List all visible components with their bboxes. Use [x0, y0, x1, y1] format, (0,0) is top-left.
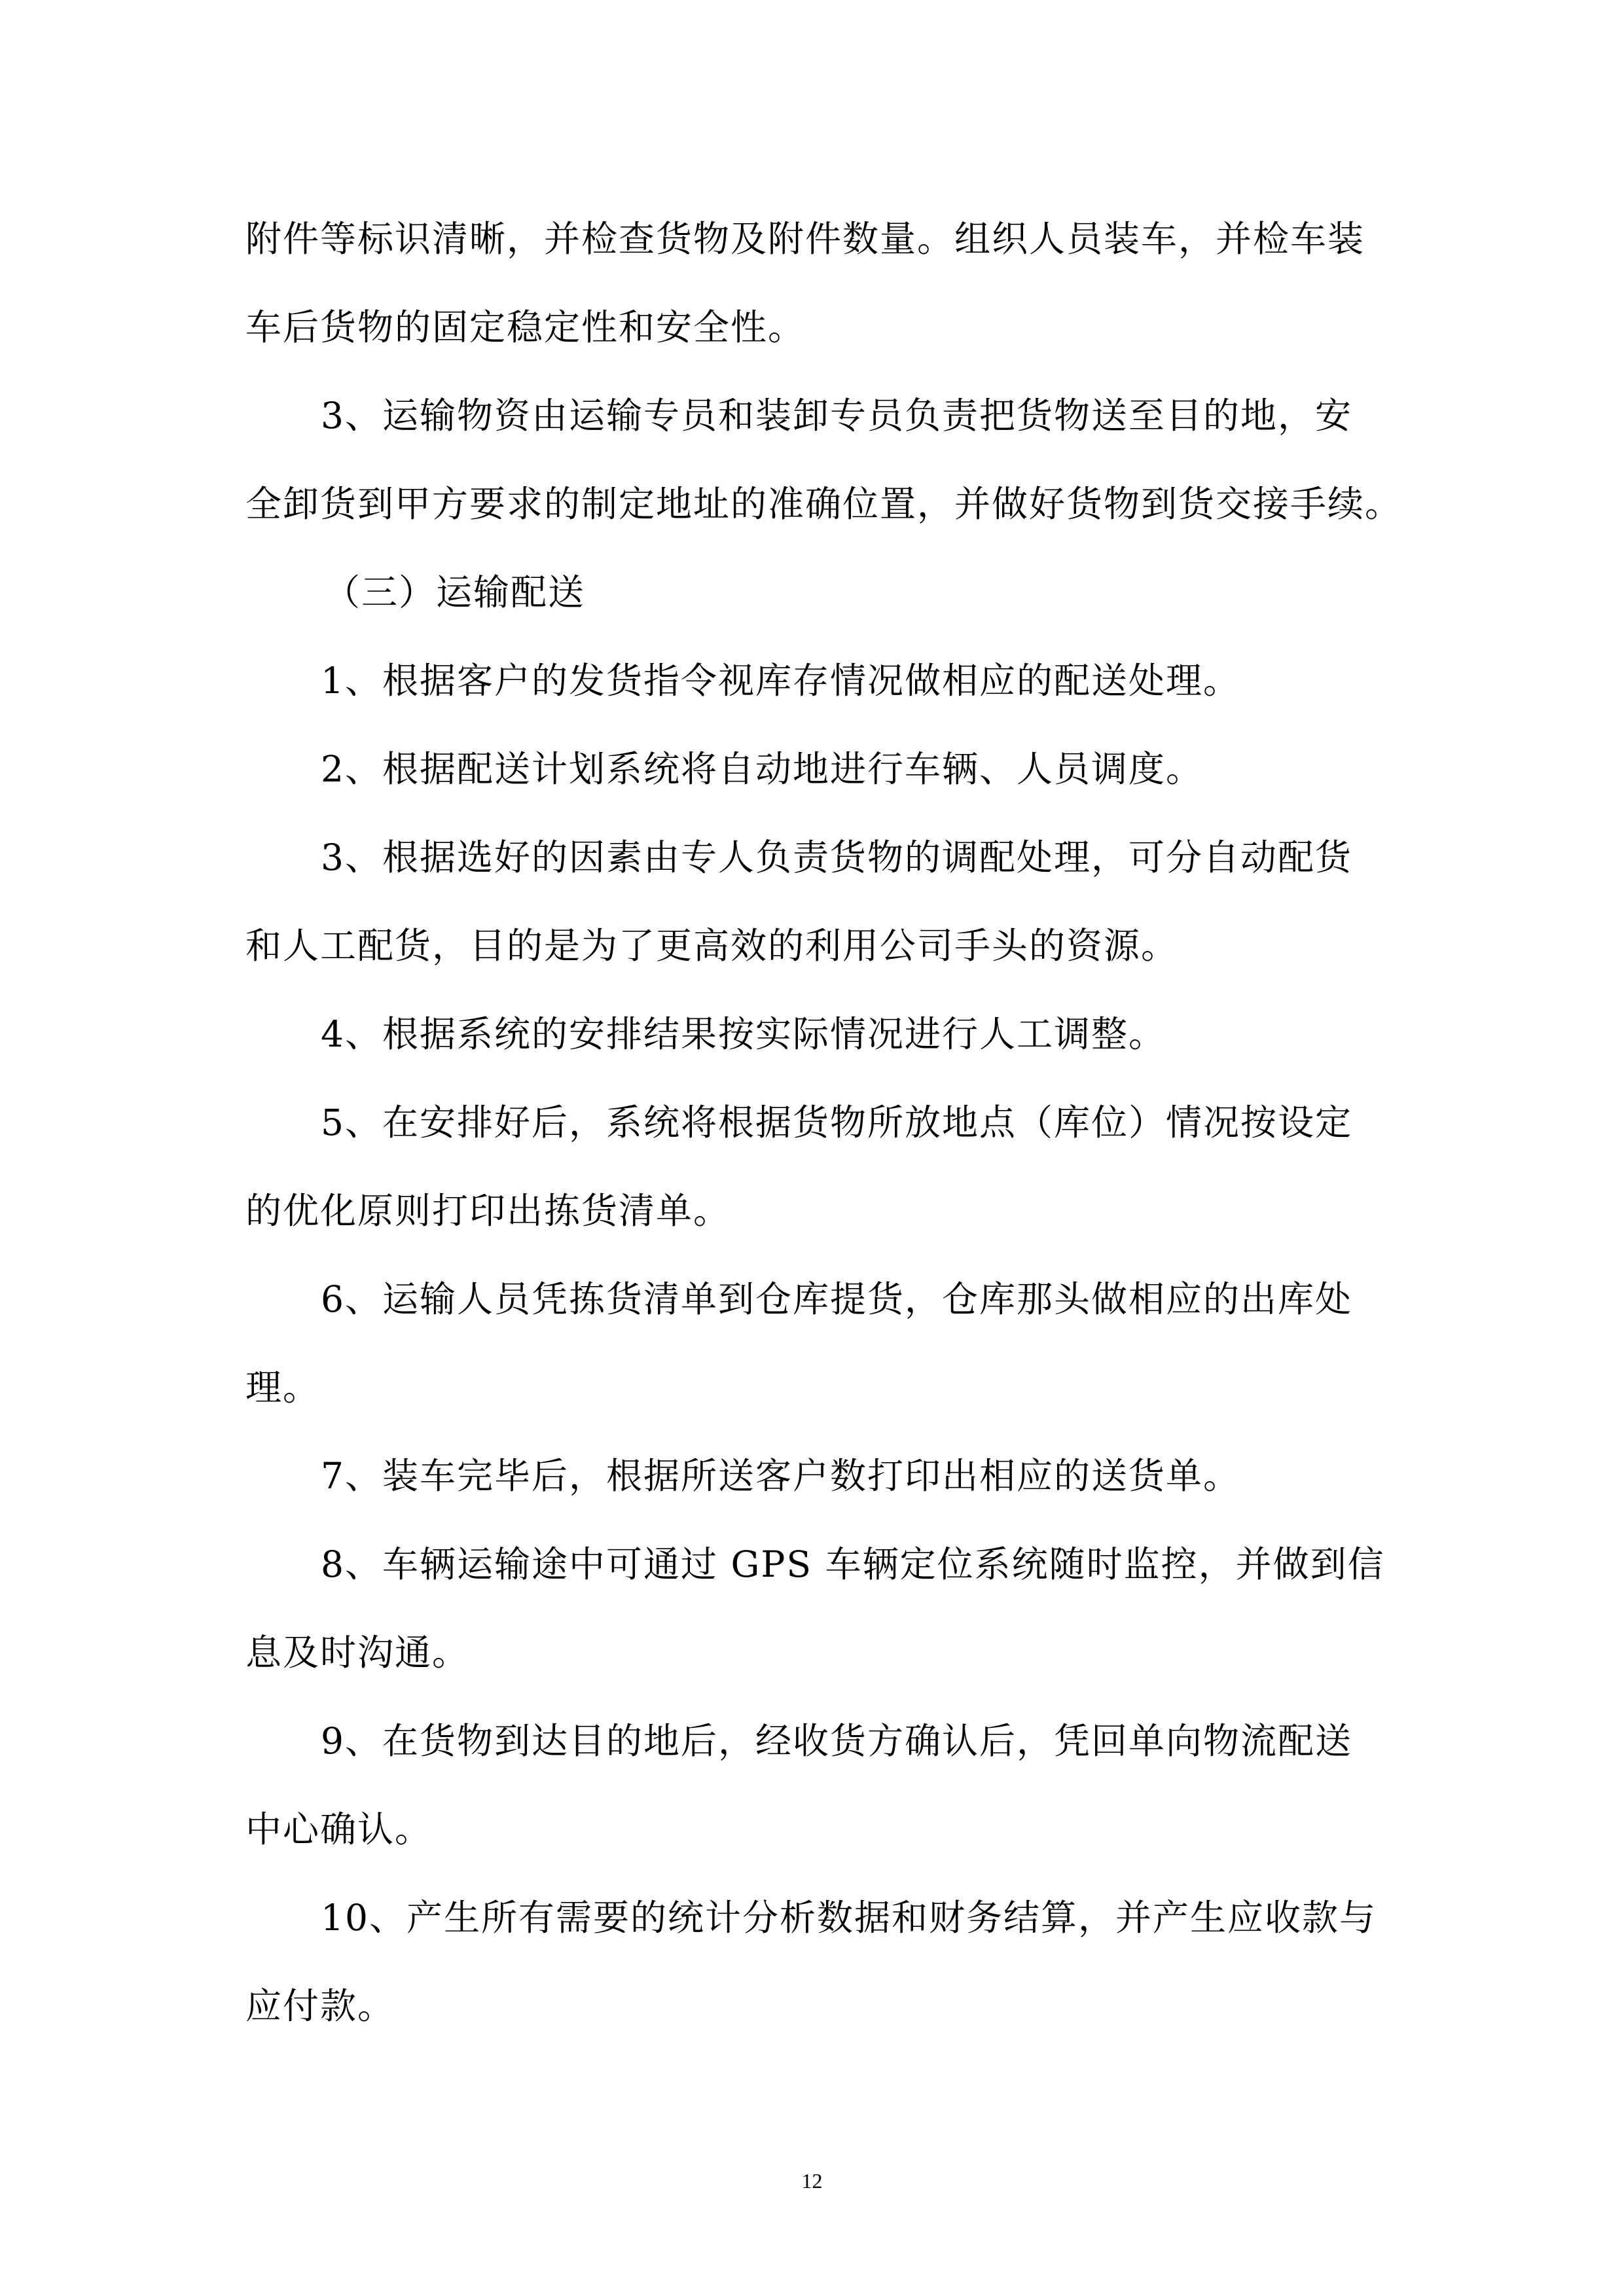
- paragraph-line: 车后货物的固定稳定性和安全性。: [245, 306, 806, 348]
- paragraph-line: 应付款。: [245, 1985, 395, 2027]
- paragraph-line: 2、根据配送计划系统将自动地进行车辆、人员调度。: [321, 748, 1203, 790]
- paragraph-line: 5、在安排好后，系统将根据货物所放地点（库位）情况按设定: [321, 1102, 1352, 1143]
- paragraph-line: 的优化原则打印出拣货清单。: [245, 1190, 731, 1232]
- paragraph-line: 和人工配货，目的是为了更高效的利用公司手头的资源。: [245, 925, 1179, 967]
- paragraph-line: 9、在货物到达目的地后，经收货方确认后，凭回单向物流配送: [321, 1720, 1352, 1762]
- paragraph-line: 1、根据客户的发货指令视库存情况做相应的配送处理。: [321, 660, 1240, 702]
- paragraph-line: 全卸货到甲方要求的制定地址的准确位置，并做好货物到货交接手续。: [245, 483, 1403, 525]
- paragraph-line: 理。: [245, 1367, 321, 1408]
- paragraph-line: 息及时沟通。: [245, 1632, 470, 1674]
- paragraph-line: 7、装车完毕后，根据所送客户数打印出相应的送货单。: [321, 1455, 1240, 1497]
- paragraph-line: 附件等标识清晰，并检查货物及附件数量。组织人员装车，并检车装: [245, 218, 1365, 260]
- paragraph-line: 6、运输人员凭拣货清单到仓库提货，仓库那头做相应的出库处: [321, 1278, 1352, 1320]
- paragraph-line: 8、车辆运输途中可通过 GPS 车辆定位系统随时监控，并做到信: [321, 1543, 1385, 1585]
- paragraph-line: 3、根据选好的因素由专人负责货物的调配处理，可分自动配货: [321, 836, 1352, 878]
- section-heading: （三）运输配送: [324, 571, 586, 613]
- paragraph-line: 4、根据系统的安排结果按实际情况进行人工调整。: [321, 1013, 1166, 1055]
- paragraph-line: 中心确认。: [245, 1808, 433, 1850]
- paragraph-line: 10、产生所有需要的统计分析数据和财务结算，并产生应收款与: [321, 1897, 1377, 1939]
- page-number: 12: [801, 2169, 823, 2193]
- paragraph-line: 3、运输物资由运输专员和装卸专员负责把货物送至目的地，安: [321, 395, 1352, 437]
